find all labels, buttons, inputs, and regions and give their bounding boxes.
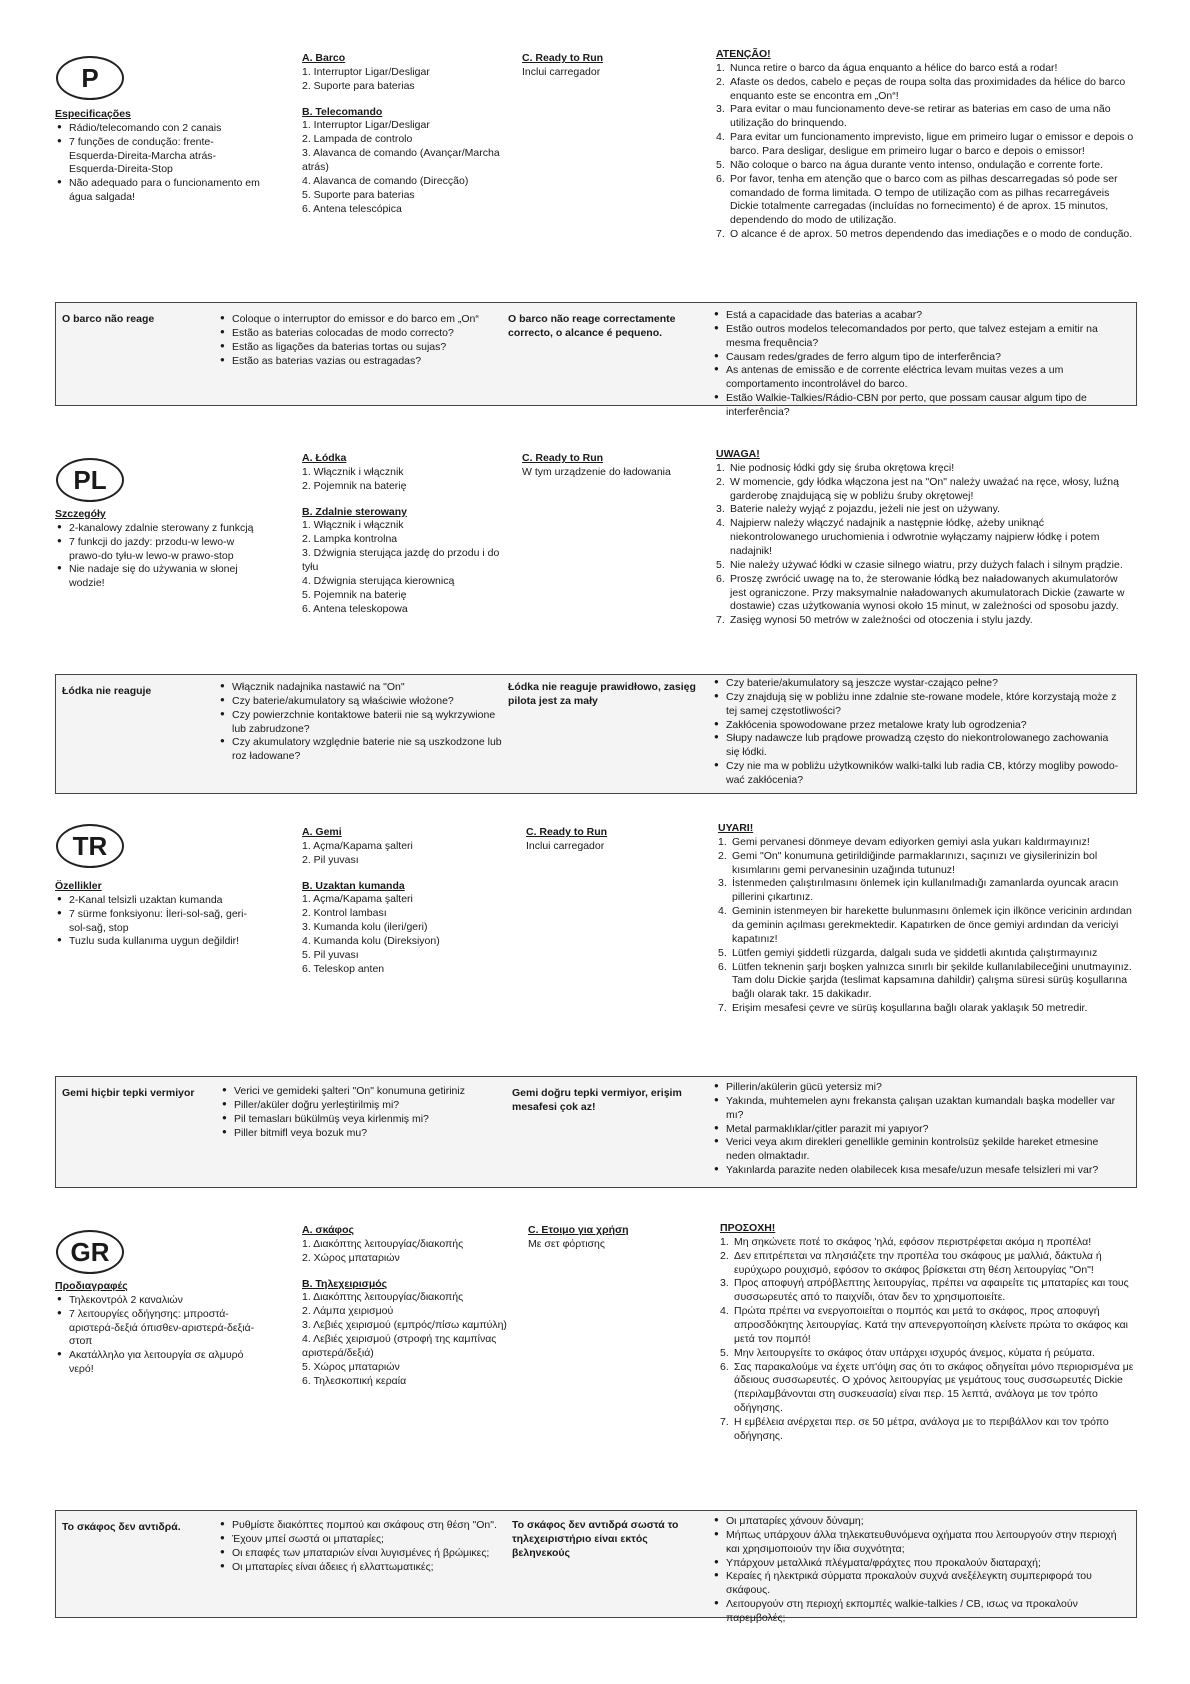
warning-title: UYARI! <box>718 822 754 834</box>
troubleshooting-box <box>55 1076 1137 1188</box>
warning-item: 3. Baterie należy wyjąć z pojazdu, jeżeli nie jest on używany. <box>716 503 1001 516</box>
warning-item: 4. Πρώτα πρέπει να ενεργοποιείται ο πομπός και μετά το σκάφος, προς αποφυγή απροσδόκητης λειτουργίας. Κατά την απενεργοποίηση κλείνετε πρώτα το σκάφος και μετά τον πομπό! <box>720 1305 1129 1345</box>
part-a-item: 1. Włącznik i włącznik <box>302 465 404 478</box>
trouble-item: ● Czy akumulatory względnie baterie nie są uszkodzone lub roz ładowane? <box>218 736 508 764</box>
warning-block <box>716 448 1134 628</box>
trouble-1-list <box>220 1085 508 1140</box>
trouble-2-title: Το σκάφος δεν αντιδρά σωστά το τηλεχειριστήριο είναι εκτός βεληνεκούς <box>512 1519 679 1559</box>
spec-item: ● Nie nadaje się do używania w słonej wodzie! <box>55 563 260 591</box>
warning-item: 1. Nunca retire o barco da água enquanto a hélice do barco está a rodar! <box>716 61 1058 74</box>
trouble-1-title: Gemi hiçbir tepki vermiyor <box>62 1087 195 1099</box>
specs-block <box>55 508 260 591</box>
language-badge: PL <box>56 458 124 502</box>
trouble-2-title: O barco não reage correctamente correcto, o alcance é pequeno. <box>508 313 676 339</box>
part-b-item: 2. Λάμπα χειρισμού <box>302 1305 394 1318</box>
part-b-item: 3. Kumanda kolu (ileri/geri) <box>302 921 428 934</box>
language-badge: GR <box>56 1230 124 1274</box>
warning-item: 1. Gemi pervanesi dönmeye devam ediyorken gemiyi asla yukarı kaldırmayınız! <box>718 835 1090 848</box>
trouble-item: ● Pil temasları bükülmüş veya kirlenmiş mi? <box>220 1113 508 1127</box>
part-c-text: Inclui carregador <box>522 65 601 78</box>
trouble-item: ● Ρυθμίστε διακόπτες πομπού και σκάφους στη θέση "On". <box>218 1519 508 1533</box>
part-b-title: B. Uzaktan kumanda <box>302 879 405 892</box>
trouble-item: ● Pillerin/akülerin gücü yetersiz mi? <box>712 1081 1124 1095</box>
trouble-item: ● Zakłócenia spowodowane przez metalowe kraty lub ogrodzenia? <box>712 719 1122 733</box>
part-a-item: 2. Pil yuvası <box>302 853 359 866</box>
spec-item: ● Ακατάλληλο για λειτουργία σε αλμυρό νερό! <box>55 1349 260 1377</box>
parts-block <box>302 826 502 977</box>
trouble-2-list <box>712 1081 1124 1178</box>
ready-block <box>528 1224 698 1252</box>
warning-item: 6. Proszę zwrócić uwagę na to, że sterowanie łódką bez naładowanych akumulatorów jest ograniczone. Przy maksymalnie naładowanych akumulatorach Dickie (zawarte w dostawie) czas użytkowania wynosi około 15 minut, w zależności od sposobu jazdy. <box>716 572 1125 613</box>
ready-block <box>522 452 702 480</box>
troubleshooting-box <box>55 674 1137 794</box>
ready-block <box>522 52 692 80</box>
parts-block <box>302 452 502 616</box>
trouble-1-title: Το σκάφος δεν αντιδρά. <box>62 1521 181 1533</box>
trouble-item: ● Estão as ligações da baterias tortas ou sujas? <box>218 341 508 355</box>
warning-item: 5. Nie należy używać łódki w czasie silnego wiatru, przy dużych falach i silnym prądzie. <box>716 558 1123 571</box>
warning-title: ATENÇÃO! <box>716 48 771 60</box>
specs-title: Özellikler <box>55 880 102 892</box>
parts-block <box>302 52 502 216</box>
trouble-item: ● Οι μπαταρίες είναι άδειες ή ελλαττωματικές; <box>218 1561 508 1575</box>
trouble-item: ● Piller/aküler doğru yerleştirilmiş mi? <box>220 1099 508 1113</box>
warning-item: 5. Não coloque o barco na água durante vento intenso, ondulação e corrente forte. <box>716 158 1104 171</box>
part-b-item: 6. Antena teleskopowa <box>302 602 408 615</box>
warning-item: 3. Προς αποφυγή απρόβλεπτης λειτουργίας, πρέπει να αφαιρείτε τις μπαταρίες και τους συσσωρευτές από το παιχνίδι, όταν δεν το χρησιμοποιείτε. <box>720 1277 1129 1304</box>
warning-item: 1. Nie podnosiç łódki gdy się śruba okrętowa kręci! <box>716 461 955 474</box>
part-b-title: B. Zdalnie sterowany <box>302 505 408 518</box>
warning-item: 1. Μη σηκώνετε ποτέ το σκάφος 'ηλά, εφόσον περιστρέφεται ακόμα η προπέλα! <box>720 1235 1092 1248</box>
part-c-text: Inclui carregador <box>526 839 605 852</box>
part-b-item: 2. Lampada de controlo <box>302 133 413 146</box>
warning-item: 7. O alcance é de aprox. 50 metros dependendo das imediações e o modo de condução. <box>716 228 1133 241</box>
trouble-item: ● Czy znajdują się w pobliżu inne zdalnie ste-rowane modele, które korzystają może z tej samej częstotliwości? <box>712 691 1122 719</box>
warning-item: 6. Por favor, tenha em atenção que o barco com as pilhas descarregadas só pode ser comandado de forma limitada. O tempo de utilização com as pilhas recarregáveis Dickie totalmente carregadas (incluídas no fornecimento) é de aprox. 15 minutos, dependendo do modo de utilização. <box>716 172 1118 227</box>
part-b-item: 4. Dźwignia sterująca kierownicą <box>302 574 455 587</box>
trouble-2-list <box>712 677 1122 788</box>
trouble-item: ● Yakınlarda parazite neden olabilecek kısa mesafe/uzun mesafe telsizleri mi var? <box>712 1164 1124 1178</box>
trouble-1-list <box>218 681 508 764</box>
warning-item: 4. Geminin istenmeyen bir harekette bulunmasını önlemek için ilkönce vericinin ardından da geminin açılması gerekmektedir. Kapatırken de önce gemiyi ardından da vericiyi kapatınız! <box>718 905 1132 945</box>
part-b-item: 4. Λεβιές χειρισμού (στροφή της καμπίνας αριστερά/δεξιά) <box>302 1333 497 1359</box>
trouble-item: ● Οι επαφές των μπαταριών είναι λυγισμένες ή βρώμικες; <box>218 1547 508 1561</box>
part-b-item: 1. Διακόπτης λειτουργίας/διακοπής <box>302 1291 464 1304</box>
trouble-item: ● Czy baterie/akumulatory są właściwie włożone? <box>218 695 508 709</box>
trouble-1-title: Łódka nie reaguje <box>62 685 152 697</box>
trouble-item: ● Włącznik nadajnika nastawić na "On" <box>218 681 508 695</box>
trouble-2-list <box>712 1515 1124 1626</box>
parts-block <box>302 1224 507 1388</box>
warning-title: ΠΡΟΣΟΧΗ! <box>720 1222 776 1234</box>
spec-item: ● Τηλεκοντρόλ 2 καναλιών <box>55 1294 260 1308</box>
part-b-item: 3. Dźwignia sterująca jazdę do przodu i do tyłu <box>302 547 500 574</box>
specs-block <box>55 108 260 205</box>
specs-block <box>55 1280 260 1377</box>
ready-block <box>526 826 696 854</box>
language-badge: TR <box>56 824 124 868</box>
specs-title: Προδιαγραφές <box>55 1280 128 1292</box>
trouble-item: ● Estão outros modelos telecomandados por perto, que talvez estejam a emitir na mesma frequência? <box>712 323 1122 351</box>
part-b-item: 3. Alavanca de comando (Avançar/Marcha atrás) <box>302 147 500 174</box>
part-b-item: 1. Interruptor Ligar/Desligar <box>302 119 430 132</box>
specs-list <box>55 1294 260 1377</box>
part-b-item: 2. Lampka kontrolna <box>302 533 398 546</box>
troubleshooting-box <box>55 302 1137 419</box>
specs-title: Especificações <box>55 108 131 120</box>
specs-list <box>55 122 260 205</box>
specs-list <box>55 894 260 949</box>
warning-item: 3. İstenmeden çalıştırılmasını önlemek için kullanılmadığı zamanlarda oyuncak aracın pillerini çıkartınız. <box>718 877 1119 904</box>
part-a-item: 2. Pojemnik na baterię <box>302 479 407 492</box>
warning-item: 5. Μην λειτουργείτε το σκάφος όταν υπάρχει ισχυρός άνεμος, κύματα ή ρεύματα. <box>720 1346 1095 1359</box>
warning-item: 4. Najpierw należy włączyć nadajnik a następnie łódkę, ażeby uniknąć niekontrolowanego uruchomienia i odwrotnie wyłączamy najpierw łódkę i potem nadajnik! <box>716 517 1100 558</box>
warning-item: 7. Erişim mesafesi çevre ve sürüş koşullarına bağlı olarak yaklaşık 50 metredir. <box>718 1002 1088 1015</box>
warning-item: 2. Gemi "On" konumuna getirildiğinde parmaklarınızı, saçınızı ve giysilerinizin bol kısımlarını gemi pervanesinin uzağında tutunuz! <box>718 849 1098 876</box>
part-b-title: B. Τηλεχειρισμός <box>302 1277 388 1290</box>
trouble-item: ● Λειτουργούν στη περιοχή εκπομπές walkie-talkies / CB, ισως να προκαλούν παρεμβολές; <box>712 1598 1124 1626</box>
trouble-item: ● Οι μπαταρίες χάνουν δύναμη; <box>712 1515 1124 1529</box>
trouble-item: ● Słupy nadawcze lub prądowe prowadzą często do niekontrolowanego zachowania się łódki. <box>712 732 1122 760</box>
trouble-item: ● Czy baterie/akumulatory są jeszcze wystar-czająco pełne? <box>712 677 1122 691</box>
troubleshooting-box <box>55 1510 1137 1625</box>
part-a-item: 1. Interruptor Ligar/Desligar <box>302 65 430 78</box>
trouble-item: ● Metal parmaklıklar/çitler parazit mi yapıyor? <box>712 1123 1124 1137</box>
warning-block <box>718 822 1134 1016</box>
warning-title: UWAGA! <box>716 448 760 460</box>
part-b-item: 6. Antena telescópica <box>302 202 402 215</box>
part-c-title: C. Ετοιμο για χρήση <box>528 1224 629 1236</box>
part-c-title: C. Ready to Run <box>522 52 604 64</box>
spec-item: ● 7 funções de condução: frente-Esquerda-Direita-Marcha atrás-Esquerda-Direita-Stop <box>55 136 260 178</box>
spec-item: ● 2-kanalowy zdalnie sterowany z funkcją <box>55 522 260 536</box>
trouble-item: ● As antenas de emissão e de corrente eléctrica levam muitas vezes a um comportamento incontrolável do barco. <box>712 364 1122 392</box>
trouble-item: ● Estão as baterias vazias ou estragadas? <box>218 355 508 369</box>
trouble-item: ● Μήπως υπάρχουν άλλα τηλεκατευθυνόμενα οχήματα που λειτουργούν στην περιοχή και χρησιμοποιούν την ίδια συχνότητα; <box>712 1529 1124 1557</box>
part-c-text: Με σετ φόρτισης <box>528 1237 605 1250</box>
part-a-title: A. σκάφος <box>302 1224 354 1236</box>
part-b-item: 5. Χώρος μπαταριών <box>302 1360 400 1373</box>
part-b-item: 3. Λεβιές χειρισμού (εμπρός/πίσω καμπύλη) <box>302 1319 507 1332</box>
trouble-item: ● Έχουν μπεί σωστά οι μπαταρίες; <box>218 1533 508 1547</box>
part-c-title: C. Ready to Run <box>522 452 604 464</box>
warning-item: 5. Lütfen gemiyi şiddetli rüzgarda, dalgalı suda ve şiddetli akıntıda çalıştırmayınız <box>718 946 1098 959</box>
spec-item: ● Rádio/telecomando con 2 canais <box>55 122 260 136</box>
part-b-item: 1. Włącznik i włącznik <box>302 519 404 532</box>
spec-item: ● Não adequado para o funcionamento em água salgada! <box>55 177 260 205</box>
part-b-title: B. Telecomando <box>302 105 383 118</box>
trouble-item: ● Causam redes/grades de ferro algum tipo de interferência? <box>712 351 1122 365</box>
warning-item: 2. W momencie, gdy łódka włączona jest na "On" należy uważać na ręce, włosy, luźną garderobę znajdującą się w pobliżu śruby okrętowej! <box>716 475 1119 502</box>
warning-block <box>720 1222 1134 1444</box>
spec-item: ● 7 λειτουργίες οδήγησης: μπροστά-αριστερά-δεξιά όπισθεν-αριστερά-δεξιά-στοπ <box>55 1308 260 1350</box>
trouble-item: ● Coloque o interruptor do emissor e do barco em „On“ <box>218 313 508 327</box>
trouble-item: ● Está a capacidade das baterias a acabar? <box>712 309 1122 323</box>
trouble-item: ● Estão as baterias colocadas de modo correcto? <box>218 327 508 341</box>
part-a-item: 2. Suporte para baterias <box>302 79 415 92</box>
trouble-item: ● Yakında, muhtemelen aynı frekansta çalışan uzaktan kumandalı başka modeller var mı? <box>712 1095 1124 1123</box>
spec-item: ● Tuzlu suda kullanıma uygun değildir! <box>55 935 260 949</box>
trouble-2-title: Łódka nie reaguje prawidłowo, zasięg pilota jest za mały <box>508 681 696 707</box>
part-b-item: 6. Τηλεσκοπική κεραία <box>302 1374 407 1387</box>
part-a-title: A. Barco <box>302 52 346 64</box>
part-b-item: 1. Açma/Kapama şalteri <box>302 893 413 906</box>
trouble-item: ● Czy nie ma w pobliżu użytkowników walki-talki lub radia CB, którzy mogliby powodo-wać zakłócenia? <box>712 760 1122 788</box>
part-a-title: A. Gemi <box>302 826 342 838</box>
trouble-1-list <box>218 313 508 368</box>
specs-block <box>55 880 260 949</box>
part-b-item: 4. Alavanca de comando (Direcção) <box>302 174 469 187</box>
trouble-item: ● Verici ve gemideki şalteri "On" konumuna getiriniz <box>220 1085 508 1099</box>
trouble-item: ● Verici veya akım direkleri genellikle geminin kontrolsüz şekilde hareket etmesine neden olmaktadır. <box>712 1136 1124 1164</box>
warning-block <box>716 48 1134 242</box>
part-a-item: 1. Διακόπτης λειτουργίας/διακοπής <box>302 1237 464 1250</box>
warning-item: 7. Η εμβέλεια ανέρχεται περ. σε 50 μέτρα, ανάλογα με το περιβάλλον και τον τρόπο οδήγησης. <box>720 1416 1109 1442</box>
spec-item: ● 7 funkcji do jazdy: przodu-w lewo-w prawo-do tyłu-w lewo-w prawo-stop <box>55 536 260 564</box>
part-b-item: 4. Kumanda kolu (Direksiyon) <box>302 935 440 948</box>
warning-item: 2. Afaste os dedos, cabelo e peças de roupa solta das proximidades da hélice do barco enquanto este se encontra em „On“! <box>716 75 1126 102</box>
part-b-item: 5. Pil yuvası <box>302 948 359 961</box>
spec-item: ● 2-Kanal telsizli uzaktan kumanda <box>55 894 260 908</box>
part-b-item: 5. Pojemnik na baterię <box>302 588 407 601</box>
spec-item: ● 7 sürme fonksiyonu: İleri-sol-sağ, geri-sol-sağ, stop <box>55 908 260 936</box>
specs-list <box>55 522 260 591</box>
trouble-2-list <box>712 309 1122 420</box>
trouble-item: ● Czy powierzchnie kontaktowe baterii nie są wykrzywione lub zabrudzone? <box>218 709 508 737</box>
part-c-title: C. Ready to Run <box>526 826 608 838</box>
warning-item: 6. Lütfen teknenin şarjı boşken yalnızca sınırlı bir şekilde kullanılabileceğini unutmayınız. Tam dolu Dickie şarjda (teslimat kapsamına dahildir) çalışma süresi sürüş koşullarına bağlı olarak takr. 15 dakikadır. <box>718 960 1132 1001</box>
warning-item: 4. Para evitar um funcionamento imprevisto, ligue em primeiro lugar o emissor e depois o barco. Para desligar, desligue em primeiro lugar o barco e depois o emissor! <box>716 131 1134 158</box>
warning-item: 3. Para evitar o mau funcionamento deve-se retirar as baterias em caso de uma não utilização do brinquendo. <box>716 103 1111 130</box>
part-b-item: 6. Teleskop anten <box>302 962 385 975</box>
warning-item: 7. Zasięg wynosi 50 metrów w zależności od otoczenia i stylu jazdy. <box>716 614 1033 627</box>
trouble-item: ● Estão Walkie-Talkies/Rádio-CBN por perto, que possam causar algum tipo de interferência? <box>712 392 1122 420</box>
trouble-1-list <box>218 1519 508 1574</box>
trouble-1-title: O barco não reage <box>62 313 155 325</box>
trouble-item: ● Υπάρχουν μεταλλικά πλέγματα/φράχτες που προκαλούν διαταραχή; <box>712 1557 1124 1571</box>
trouble-item: ● Κεραίες ή ηλεκτρικά σύρματα προκαλούν συχνά ανεξέλεγκτη συμπεριφορά του σκάφους. <box>712 1570 1124 1598</box>
specs-title: Szczegóły <box>55 508 106 520</box>
trouble-item: ● Piller bitmifl veya bozuk mu? <box>220 1127 508 1141</box>
part-a-item: 1. Açma/Kapama şalteri <box>302 839 413 852</box>
part-c-text: W tym urządzenie do ładowania <box>522 465 671 478</box>
part-a-item: 2. Χώρος μπαταριών <box>302 1251 400 1264</box>
part-b-item: 5. Suporte para baterias <box>302 188 415 201</box>
part-a-title: A. Łódka <box>302 452 347 464</box>
warning-item: 6. Σας παρακαλούμε να έχετε υπ'όψη σας ότι το σκάφος οδηγείται μόνο περιορισμένα με άδειους συσσωρευτές. Ο χρόνος λειτουργίας με γεμάτους τους συσσωρευτές Dickie (περιλαμβάνονται στη συσκευασία) είναι περ. 15 λεπτά, ανάλογα με τον τρόπο οδήγησης. <box>720 1360 1134 1415</box>
warning-item: 2. Δεν επιτρέπεται να πλησιάζετε την προπέλα του σκάφους με μαλλιά, δάκτυλα ή ευρύχωρο ρουχισμό, εφόσον το σκάφος βρίσκεται στη θέση λειτουργίας "On"! <box>720 1249 1102 1276</box>
trouble-2-title: Gemi doğru tepki vermiyor, erişim mesafesi çok az! <box>512 1087 682 1113</box>
part-b-item: 2. Kontrol lambası <box>302 907 387 920</box>
language-badge: P <box>56 56 124 100</box>
